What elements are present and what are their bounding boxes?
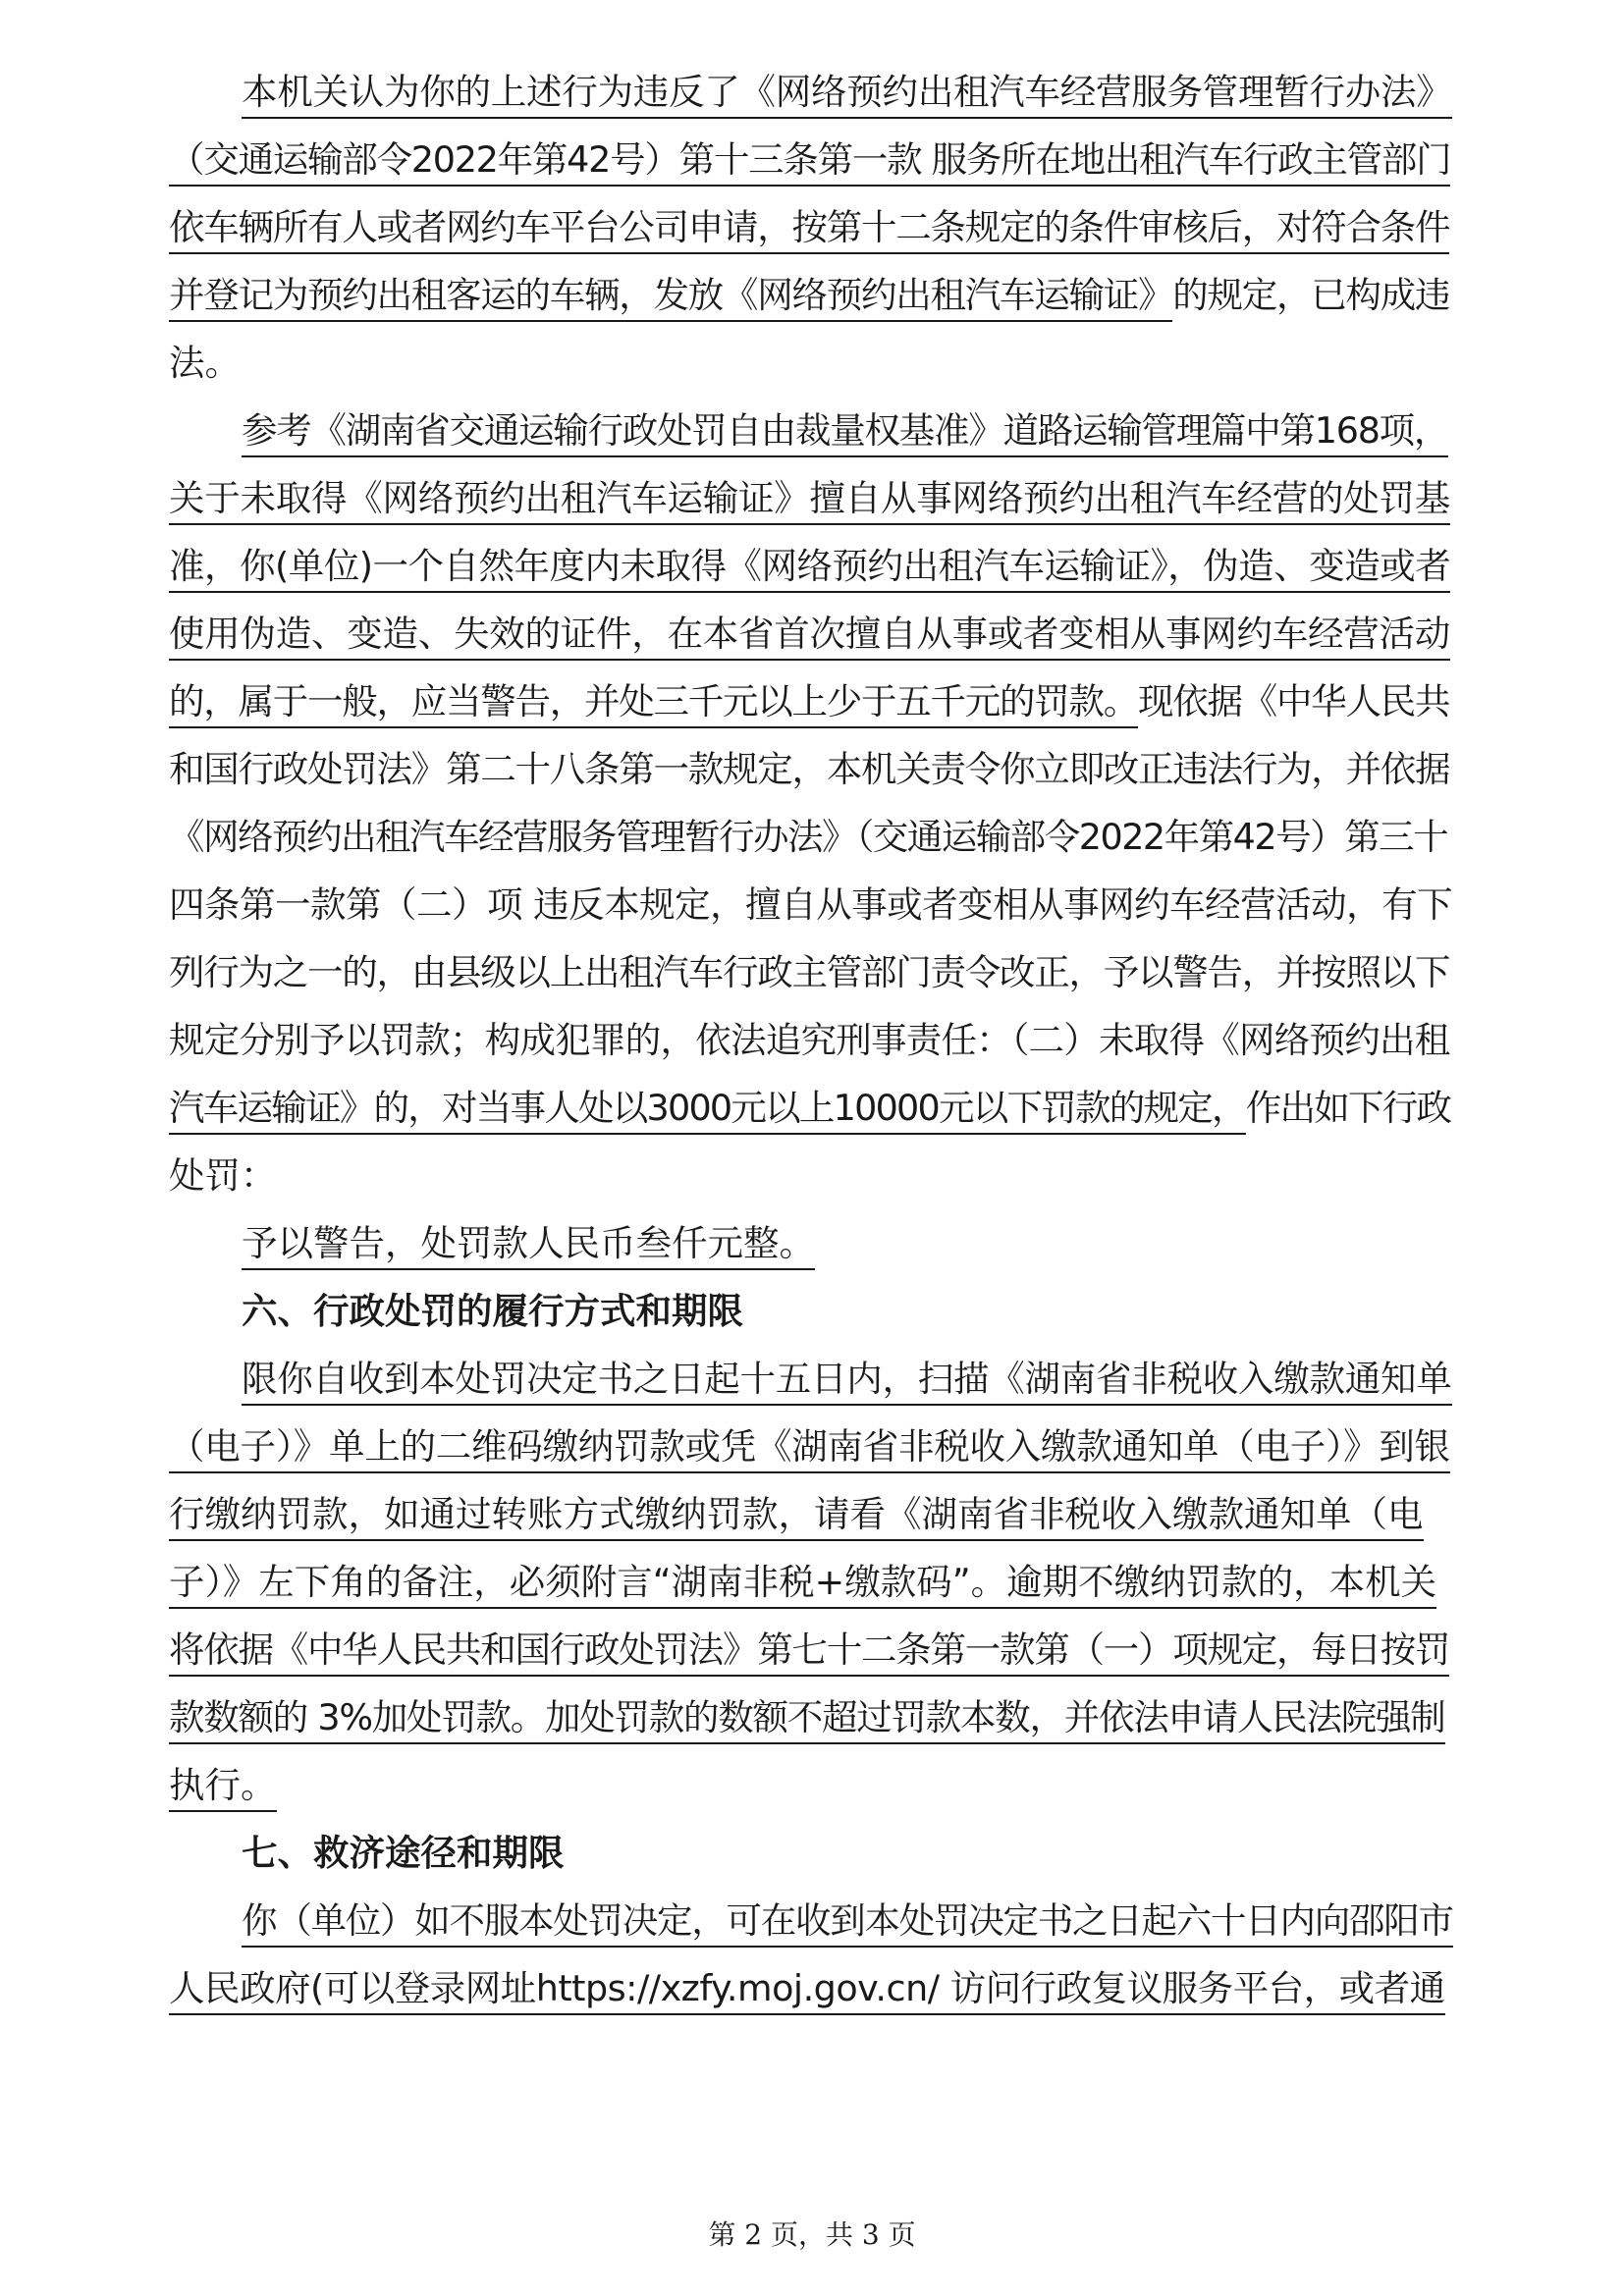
text-line	[169, 1150, 277, 1201]
underlined-text: 款数额的 3%加处罚款。加处罚款的数额不超过罚款本数，并依法申请人民法院强制	[169, 1693, 1445, 1744]
text-line	[169, 1083, 1450, 1134]
section-heading: 七、救济途径和期限	[242, 1832, 565, 1874]
text-line	[169, 134, 1450, 186]
underlined-text: 关于未取得《网络预约出租汽车运输证》擅自从事网络预约出租汽车经营的处罚基	[169, 474, 1450, 525]
text-line	[169, 473, 1450, 524]
underlined-text: 你（单位）如不服本处罚决定，可在收到本处罚决定书之日起六十日内向邵阳市	[242, 1896, 1453, 1948]
text-line	[169, 541, 1450, 592]
underlined-text: 将依据《中华人民共和国行政处罚法》第七十二条第一款第（一）项规定，每日按罚	[169, 1626, 1449, 1677]
text-line	[169, 1015, 1450, 1066]
underlined-text: 并登记为预约出租客运的车辆，发放《网络预约出租汽车运输证》	[169, 271, 1172, 322]
text-line	[169, 609, 1450, 660]
text-line	[242, 67, 1452, 118]
page-footer: 第 2 页，共 3 页	[708, 2218, 916, 2251]
text-line	[169, 676, 1449, 727]
text-line	[169, 880, 1452, 931]
underlined-text: 子）》左下角的备注，必须附言“湖南非税+缴款码”。逾期不缴纳罚款的，本机关	[169, 1558, 1436, 1609]
section-heading: 六、行政处罚的履行方式和期限	[242, 1290, 743, 1332]
text-line	[169, 270, 1449, 321]
plain-text: 的规定，已构成违	[1172, 274, 1450, 316]
text-line	[169, 744, 1449, 795]
plain-text: 《网络预约出租汽车经营服务管理暂行办法》（交通运输部令2022年第42号）第三十	[169, 816, 1448, 858]
plain-text: 规定分别予以罚款；构成犯罪的，依法追究刑事责任：（二）未取得《网络预约出租	[169, 1019, 1450, 1061]
text-line	[169, 338, 241, 389]
underlined-text: 本机关认为你的上述行为违反了《网络预约出租汽车经营服务管理暂行办法》	[242, 68, 1452, 119]
plain-text: 列行为之一的，由县级以上出租汽车行政主管部门责令改正，予以警告，并按照以下	[169, 951, 1450, 993]
underlined-text: 准，你(单位)一个自然年度内未取得《网络预约出租汽车运输证》，伪造、变造或者	[169, 542, 1450, 593]
plain-text: 和国行政处罚法》第二十八条第一款规定，本机关责令你立即改正违法行为，并依据	[169, 748, 1450, 790]
text-line	[169, 812, 1447, 863]
text-line	[169, 1692, 1445, 1743]
plain-text: 现依据《中华人民共	[1138, 680, 1450, 722]
underlined-text: 执行。	[169, 1761, 277, 1812]
text-line	[242, 405, 1448, 456]
text-line	[169, 1557, 1436, 1608]
underlined-text: 使用伪造、变造、失效的证件，在本省首次擅自从事或者变相从事网约车经营活动	[169, 610, 1450, 661]
underlined-text: （电子）》单上的二维码缴纳罚款或凭《湖南省非税收入缴款通知单（电子）》到银	[169, 1422, 1450, 1473]
text-line	[169, 1760, 277, 1811]
underlined-text: 限你自收到本处罚决定书之日起十五日内，扫描《湖南省非税收入缴款通知单	[242, 1355, 1452, 1406]
text-line	[169, 947, 1449, 998]
underlined-text: 汽车运输证》的，对当事人处以3000元以上10000元以下罚款的规定，	[169, 1084, 1246, 1135]
plain-text: 作出如下行政	[1245, 1087, 1451, 1129]
text-line	[169, 1963, 1445, 2014]
underlined-text: （交通运输部令2022年第42号）第十三条第一款 服务所在地出租汽车行政主管部门	[169, 135, 1450, 187]
underlined-text: 人民政府(可以登录网址https://xzfy.moj.gov.cn/ 访问行政复议服务平台，或者通	[169, 1964, 1445, 2015]
underlined-text: 参考《湖南省交通运输行政处罚自由裁量权基准》道路运输管理篇中第168项，	[242, 406, 1448, 457]
text-line	[242, 1354, 1452, 1405]
text-line	[242, 1896, 1453, 1947]
text-line	[242, 1218, 815, 1269]
text-line	[169, 1421, 1450, 1472]
underlined-text: 依车辆所有人或者网约车平台公司申请，按第十二条规定的条件审核后，对符合条件	[169, 203, 1449, 254]
underlined-text: 的，属于一般，应当警告，并处三千元以上少于五千元的罚款。	[169, 677, 1138, 728]
text-line	[169, 1489, 1424, 1540]
plain-text: 法。	[169, 342, 241, 384]
text-line	[169, 202, 1449, 253]
underlined-text: 行缴纳罚款，如通过转账方式缴纳罚款，请看《湖南省非税收入缴款通知单（电	[169, 1490, 1424, 1541]
plain-text: 处罚：	[169, 1154, 277, 1197]
text-line	[169, 1625, 1449, 1676]
underlined-text: 予以警告，处罚款人民币叁仟元整。	[242, 1219, 815, 1270]
plain-text: 四条第一款第（二）项 违反本规定，擅自从事或者变相从事网约车经营活动，有下	[169, 883, 1453, 926]
